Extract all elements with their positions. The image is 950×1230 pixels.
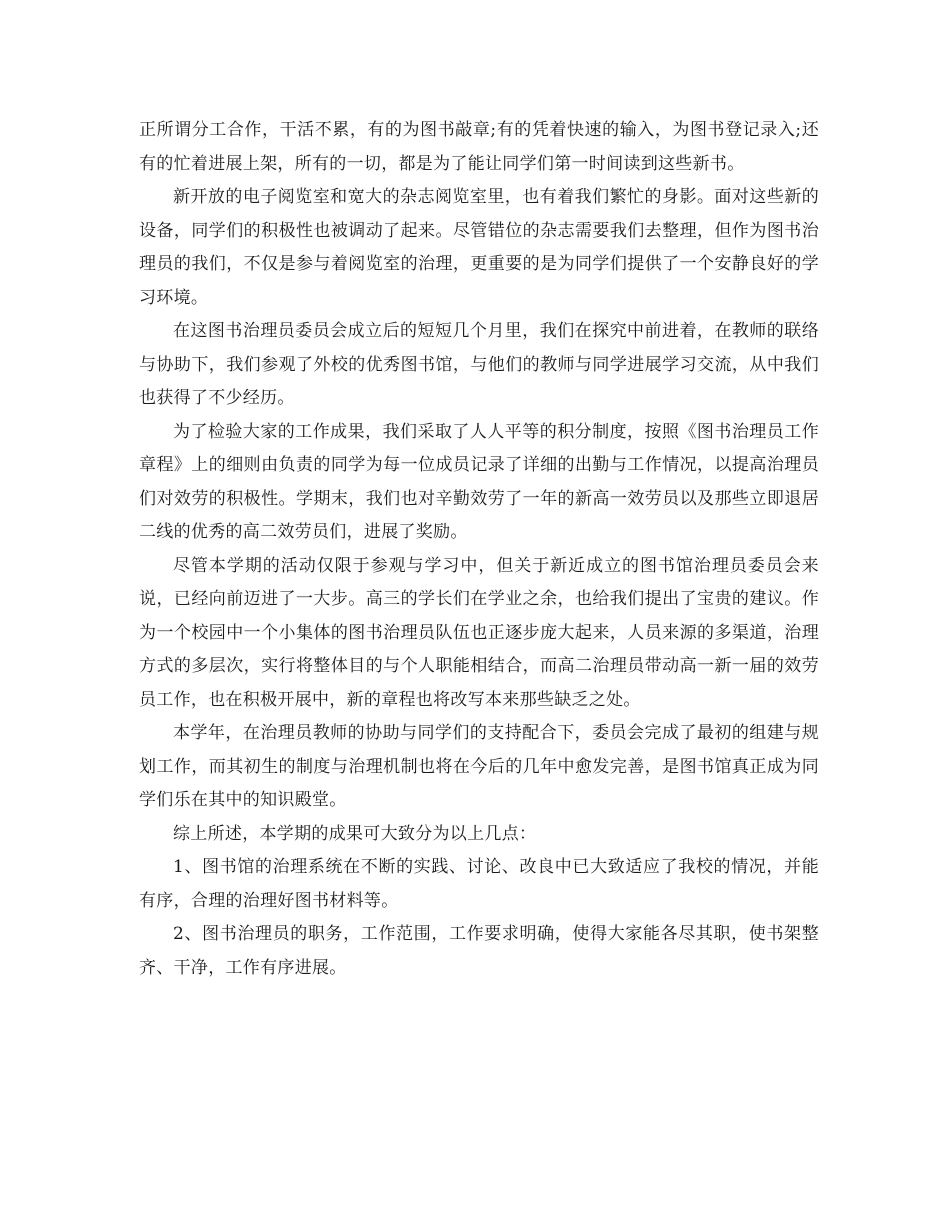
document-body xyxy=(139,114,819,985)
paragraph-point-1: 1、图书馆的治理系统在不断的实践、讨论、改良中已大致适应了我校的情况，并能有序，合理的治理好图书材料等。 xyxy=(139,857,819,911)
paragraph-points-system: 为了检验大家的工作成果，我们采取了人人平等的积分制度，按照《图书治理员工作章程》上的细则由负责的同学为每一位成员记录了详细的出勤与工作情况，以提高治理员们对效劳的积极性。学期末，我们也对辛勤效劳了一年的新高一效劳员以及那些立即退居二线的优秀的高二效劳员们，进展了奖励。 xyxy=(139,421,819,542)
paragraph-progress: 尽管本学期的活动仅限于参观与学习中，但关于新近成立的图书馆治理员委员会来说，已经向前迈进了一大步。高三的学长们在学业之余，也给我们提出了宝贵的建议。作为一个校园中一个小集体的图书治理员队伍也正逐步庞大起来，人员来源的多渠道，治理方式的多层次，实行将整体目的与个人职能相结合，而高二治理员带动高一新一届的效劳员工作，也在积极开展中，新的章程也将改写本来那些缺乏之处。 xyxy=(139,555,819,710)
paragraph-continuation: 正所谓分工合作，干活不累，有的为图书敲章;有的凭着快速的输入，为图书登记录入;还有的忙着进展上架，所有的一切，都是为了能让同学们第一时间读到这些新书。 xyxy=(139,120,819,174)
paragraph-point-2: 2、图书治理员的职务，工作范围，工作要求明确，使得大家能各尽其职，使书架整齐、干净，工作有序进展。 xyxy=(139,924,819,978)
paragraph-committee-exploration: 在这图书治理员委员会成立后的短短几个月里，我们在探究中前进着，在教师的联络与协助下，我们参观了外校的优秀图书馆，与他们的教师与同学进展学习交流，从中我们也获得了不少经历。 xyxy=(139,321,819,408)
paragraph-school-year: 本学年，在治理员教师的协助与同学们的支持配合下，委员会完成了最初的组建与规划工作，而其初生的制度与治理机制也将在今后的几年中愈发完善，是图书馆真正成为同学们乐在其中的知识殿堂。 xyxy=(139,723,819,810)
paragraph-summary-intro: 综上所述，本学期的成果可大致分为以上几点： xyxy=(173,823,537,844)
paragraph-reading-rooms: 新开放的电子阅览室和宽大的杂志阅览室里，也有着我们繁忙的身影。面对这些新的设备，同学们的积极性也被调动了起来。尽管错位的杂志需要我们去整理，但作为图书治理员的我们，不仅是参与着阅览室的治理，更重要的是为同学们提供了一个安静良好的学习环境。 xyxy=(139,187,819,308)
